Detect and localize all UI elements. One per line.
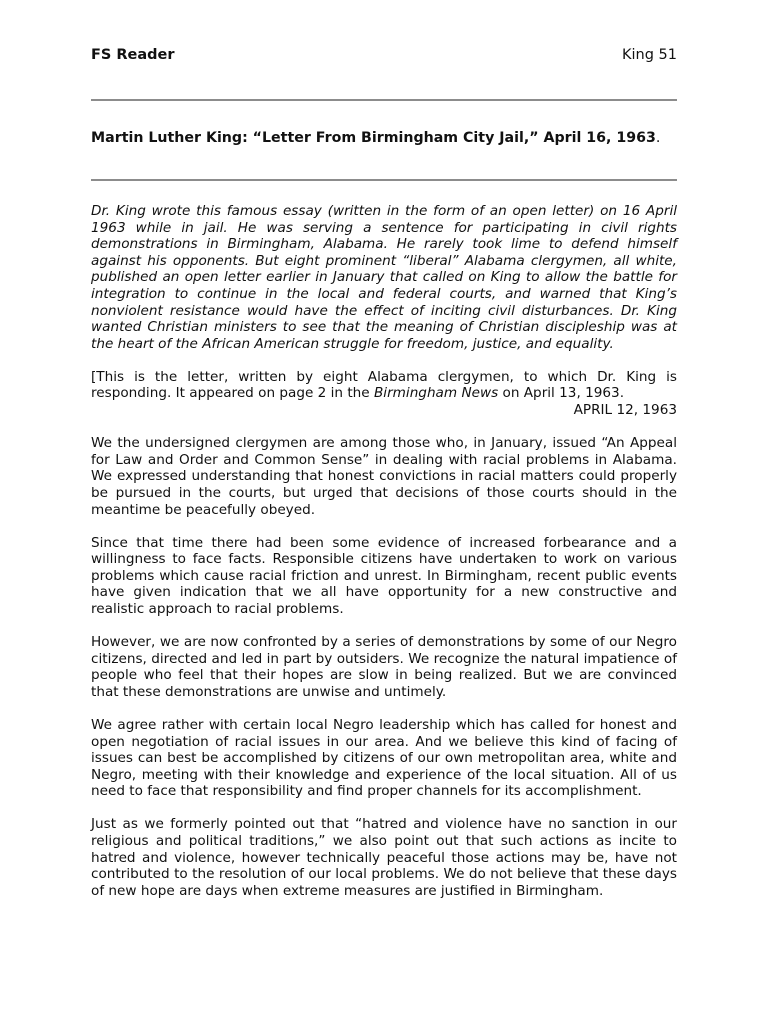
letter-paragraph: We the undersigned clergymen are among those who, in January, issued “An Appeal for Law and Order and Common Sense” in dealing with racial problems in Alabama. We expressed understanding that honest convictions in racial matters could properly be pursued in the courts, but urged that decisions of those courts should in the meantime be peacefully obeyed. — [91, 435, 677, 518]
editor-note-before: [This is the letter, written by eight Alabama clergymen, to which Dr. King is responding. It appeared on page 2 in the — [91, 368, 677, 402]
letter-date: APRIL 12, 1963 — [573, 402, 677, 419]
running-header — [91, 45, 677, 65]
editor-note — [91, 369, 677, 402]
document-title — [91, 130, 677, 147]
intro-paragraph: Dr. King wrote this famous essay (written in the form of an open letter) on 16 April 1963 while in jail. He was serving a sentence for participating in civil rights demonstrations in Birmingham, Alabama. He rarely took lime to defend himself against his opponents. But eight prominent “liberal” Alabama clergymen, all white, published an open letter earlier in January that called on King to allow the battle for integration to continue in the local and federal courts, and warned that King’s nonviolent resistance would have the effect of inciting civil disturbances. Dr. King wanted Christian ministers to see that the meaning of Christian discipleship was at the heart of the African American struggle for freedom, justice, and equality. — [91, 203, 677, 352]
header-source: FS Reader — [91, 47, 175, 63]
publication-name: Birmingham News — [373, 385, 499, 402]
letter-paragraph: We agree rather with certain local Negro leadership which has called for honest and open negotiation of racial issues in our area. And we believe this kind of facing of issues can best be accomplished by citizens of our own metropolitan area, white and Negro, meeting with their knowledge and experience of the local situation. All of us need to face that responsibility and find proper channels for its accomplishment. — [91, 716, 677, 800]
letter-paragraph: Just as we formerly pointed out that “hatred and violence have no sanction in our religious and political traditions,” we also point out that such actions as incite to hatred and violence, however technically peaceful those actions may be, have not contributed to the resolution of our local problems. We do not believe that these days of new hope are days when extreme measures are justified in Birmingham. — [91, 816, 677, 899]
document-title-period: . — [655, 130, 661, 146]
editor-note-after: on April 13, 1963. — [498, 385, 625, 402]
document-title-text: Martin Luther King: “Letter From Birmingham City Jail,” April 16, 1963 — [91, 130, 656, 146]
letter-paragraph: However, we are now confronted by a series of demonstrations by some of our Negro citizens, directed and led in part by outsiders. We recognize the natural impatience of people who feel that their hopes are slow in being realized. But we are convinced that these demonstrations are unwise and untimely. — [91, 634, 677, 700]
letter-paragraph: Since that time there had been some evidence of increased forbearance and a willingness to face facts. Responsible citizens have undertaken to work on various problems which cause racial friction and unrest. In Birmingham, recent public events have given indication that we all have opportunity for a new constructive and realistic approach to racial problems. — [91, 534, 677, 617]
title-divider — [91, 179, 677, 181]
header-page-number: King 51 — [622, 47, 677, 63]
top-divider — [91, 99, 677, 101]
document-body — [91, 203, 677, 916]
